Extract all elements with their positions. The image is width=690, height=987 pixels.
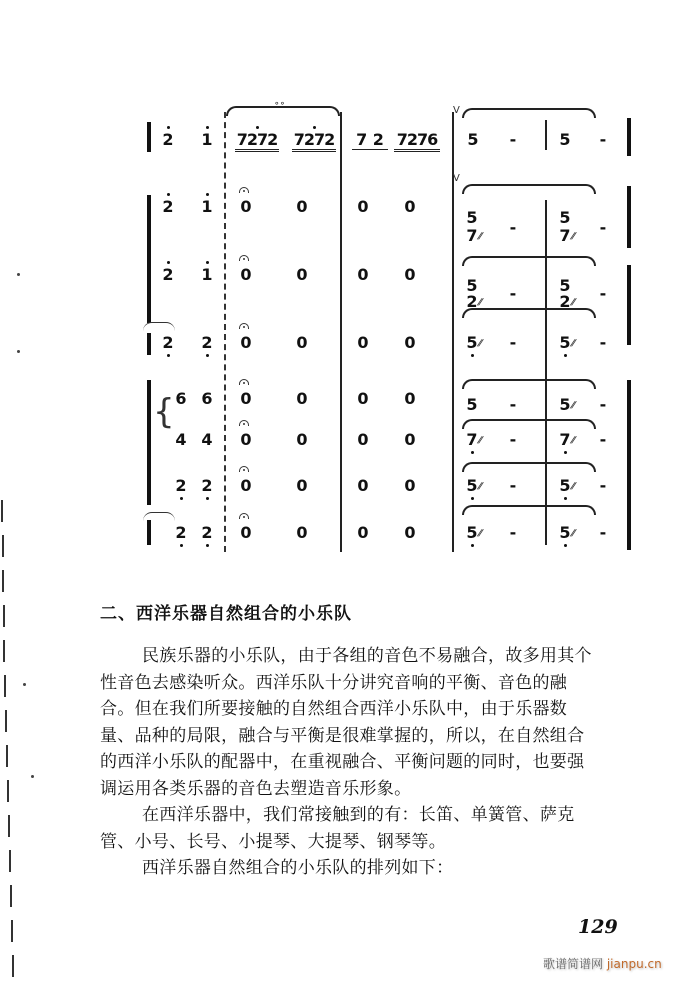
note: 5 bbox=[467, 130, 479, 149]
note: 7 bbox=[559, 226, 571, 245]
hold-dash: - bbox=[509, 523, 517, 542]
barline-2 bbox=[340, 112, 342, 552]
scan-speck bbox=[31, 775, 34, 778]
rest: 0 bbox=[357, 333, 369, 352]
rest: 0 bbox=[240, 523, 252, 542]
slur bbox=[462, 184, 596, 194]
rest: 0 bbox=[357, 523, 369, 542]
tremolo-icon: ⫽ bbox=[476, 482, 484, 492]
note: 5 bbox=[554, 525, 576, 541]
scan-margin-mark bbox=[3, 640, 5, 662]
scan-margin-mark bbox=[2, 535, 4, 557]
system-bracket-bottom bbox=[147, 520, 151, 545]
tremolo-icon: ⫽ bbox=[476, 298, 484, 308]
text-line: 民族乐器的小乐队，由于各组的音色不易融合，故多用其个 bbox=[142, 646, 592, 666]
note: 2 bbox=[559, 292, 571, 311]
tremolo-icon: ⫽ bbox=[476, 232, 484, 242]
note: 5 bbox=[554, 335, 576, 351]
note: 6 bbox=[175, 389, 187, 408]
scan-margin-mark bbox=[8, 815, 10, 837]
final-barline bbox=[627, 380, 631, 550]
tremolo-icon: ⫽ bbox=[569, 482, 577, 492]
rest: 0 bbox=[357, 430, 369, 449]
rest: 0 bbox=[296, 333, 308, 352]
scan-margin-mark bbox=[7, 780, 9, 802]
rest: 0 bbox=[404, 430, 416, 449]
note: 2 bbox=[157, 199, 179, 215]
hold-dash: - bbox=[509, 476, 517, 495]
barline-1 bbox=[224, 112, 226, 552]
hold-dash: - bbox=[599, 130, 607, 149]
rest: 0 bbox=[240, 430, 252, 449]
rest: 0 bbox=[240, 476, 252, 495]
breath-mark-icon: V bbox=[453, 173, 460, 184]
tremolo-icon: ⫽ bbox=[569, 436, 577, 446]
rest: 0 bbox=[357, 265, 369, 284]
hold-dash: - bbox=[509, 333, 517, 352]
fermata-icon bbox=[239, 379, 249, 385]
hold-dash: - bbox=[599, 430, 607, 449]
tremolo-icon: ⫽ bbox=[476, 436, 484, 446]
hold-dash: - bbox=[509, 430, 517, 449]
note-group: 7 2 bbox=[352, 132, 388, 150]
rest: 0 bbox=[240, 197, 252, 216]
paragraph-1 bbox=[100, 643, 640, 802]
scan-margin-mark bbox=[3, 605, 5, 627]
watermark bbox=[543, 955, 662, 972]
note: 5 bbox=[461, 335, 483, 351]
hold-dash: - bbox=[599, 333, 607, 352]
text-line: 西洋乐器自然组合的小乐队的排列如下： bbox=[142, 858, 454, 878]
fermata-icon bbox=[239, 323, 249, 329]
tremolo-icon: ⫽ bbox=[569, 298, 577, 308]
note: 4 bbox=[175, 430, 187, 449]
hold-dash: - bbox=[509, 395, 517, 414]
final-barline bbox=[627, 186, 631, 248]
section-heading: 二、西洋乐器自然组合的小乐队 bbox=[100, 604, 352, 624]
note-group: 7272 bbox=[292, 132, 336, 152]
hold-dash: - bbox=[509, 218, 517, 237]
tremolo-icon: ⫽ bbox=[476, 529, 484, 539]
final-barline bbox=[627, 265, 631, 345]
hold-dash: - bbox=[599, 218, 607, 237]
scan-margin-mark bbox=[6, 745, 8, 767]
text-line: 合。但在我们所要接触的自然组合西洋小乐队中，由于乐器数 bbox=[100, 699, 568, 719]
scan-margin-mark bbox=[9, 850, 11, 872]
fermata-icon bbox=[239, 420, 249, 426]
text-line: 的西洋小乐队的配器中，在重视融合、平衡问题的同时，也要强 bbox=[100, 752, 585, 772]
note: 5 bbox=[466, 276, 478, 295]
note: 5 bbox=[461, 478, 483, 494]
hold-dash: - bbox=[509, 130, 517, 149]
barline-4b bbox=[545, 200, 547, 545]
tremolo-icon: ⫽ bbox=[476, 339, 484, 349]
breath-mark-icon: V bbox=[453, 105, 460, 116]
rest: 0 bbox=[404, 265, 416, 284]
hold-dash: - bbox=[509, 284, 517, 303]
scan-speck bbox=[23, 683, 26, 686]
rest: 0 bbox=[357, 197, 369, 216]
rest: 0 bbox=[357, 476, 369, 495]
tremolo-icon: ⫽ bbox=[569, 529, 577, 539]
text-line: 性音色去感染听众。西洋乐队十分讲究音响的平衡、音色的融 bbox=[100, 672, 568, 693]
slur bbox=[462, 462, 596, 472]
note: 2 bbox=[157, 267, 179, 283]
watermark-text: 歌谱简谱网 bbox=[543, 957, 604, 971]
note: 5 bbox=[461, 525, 483, 541]
note: 2 bbox=[196, 335, 218, 351]
note: 7 bbox=[554, 432, 576, 448]
scan-margin-mark bbox=[4, 675, 6, 697]
slur bbox=[462, 256, 596, 266]
tremolo-icon: ⫽ bbox=[569, 339, 577, 349]
scan-margin-mark bbox=[11, 920, 13, 942]
fermata-icon bbox=[239, 513, 249, 519]
system-bracket-upper bbox=[147, 195, 151, 323]
barline-4 bbox=[545, 120, 547, 150]
note: 5 bbox=[559, 395, 571, 414]
watermark-domain: jianpu.cn bbox=[606, 957, 662, 971]
slur bbox=[462, 505, 596, 515]
slur bbox=[462, 108, 596, 118]
rest: 0 bbox=[240, 389, 252, 408]
hold-dash: - bbox=[599, 284, 607, 303]
double-circle-mark: ∘∘ bbox=[274, 99, 286, 109]
note: 5 bbox=[559, 276, 571, 295]
rest: 0 bbox=[357, 389, 369, 408]
note: 2 bbox=[170, 525, 192, 541]
rest: 0 bbox=[404, 389, 416, 408]
fermata-icon bbox=[239, 466, 249, 472]
note: 2 bbox=[170, 478, 192, 494]
note: 5 bbox=[554, 478, 576, 494]
text-line: 量、品种的局限，融合与平衡是很难掌握的，所以，在自然组合 bbox=[100, 725, 585, 746]
scan-speck bbox=[17, 350, 20, 353]
tremolo-icon: ⫽ bbox=[569, 232, 577, 242]
scan-margin-mark bbox=[5, 710, 7, 732]
system-bracket-row4 bbox=[147, 333, 151, 355]
scan-margin-mark bbox=[10, 885, 12, 907]
rest: 0 bbox=[296, 430, 308, 449]
rest: 0 bbox=[404, 476, 416, 495]
bracket-curve bbox=[143, 512, 175, 521]
hold-dash: - bbox=[599, 395, 607, 414]
slur bbox=[462, 379, 596, 389]
rest: 0 bbox=[296, 265, 308, 284]
text-line: 管、小号、长号、小提琴、大提琴、钢琴等。 bbox=[100, 831, 446, 852]
note: 7 bbox=[466, 226, 478, 245]
scan-margin-mark bbox=[12, 955, 14, 977]
note: 1 bbox=[196, 199, 218, 215]
note: 6 bbox=[201, 389, 213, 408]
note: 2 bbox=[466, 292, 478, 311]
system-bracket-lower bbox=[147, 380, 151, 505]
brace-icon: { bbox=[153, 392, 175, 432]
paragraph-3 bbox=[100, 855, 640, 882]
note: 2 bbox=[196, 478, 218, 494]
note: 5 bbox=[466, 208, 478, 227]
hold-dash: - bbox=[599, 476, 607, 495]
note: 5 bbox=[559, 130, 571, 149]
text-line: 调运用各类乐器的音色去塑造音乐形象。 bbox=[100, 778, 412, 799]
page-number: 129 bbox=[578, 916, 618, 938]
note-group: 7276 bbox=[394, 132, 440, 152]
scan-speck bbox=[17, 273, 20, 276]
bracket-curve bbox=[143, 322, 175, 331]
scan-margin-mark bbox=[1, 500, 3, 522]
rest: 0 bbox=[296, 197, 308, 216]
note: 5 bbox=[466, 395, 478, 414]
rest: 0 bbox=[240, 333, 252, 352]
fermata-icon bbox=[239, 187, 249, 193]
fermata-icon bbox=[239, 255, 249, 261]
note: 1 bbox=[196, 132, 218, 148]
slur bbox=[462, 419, 596, 429]
note-group: 7272 bbox=[235, 132, 279, 152]
rest: 0 bbox=[404, 197, 416, 216]
paragraph-2 bbox=[100, 802, 640, 855]
note: 7 bbox=[461, 432, 483, 448]
scan-margin-mark bbox=[2, 570, 4, 592]
tremolo-icon: ⫽ bbox=[569, 401, 577, 411]
note: 1 bbox=[196, 267, 218, 283]
rest: 0 bbox=[296, 476, 308, 495]
rest: 0 bbox=[240, 265, 252, 284]
rest: 0 bbox=[404, 333, 416, 352]
text-line: 在西洋乐器中，我们常接触到的有：长笛、单簧管、萨克 bbox=[142, 805, 575, 825]
note: 4 bbox=[201, 430, 213, 449]
note: 5 bbox=[559, 208, 571, 227]
rest: 0 bbox=[404, 523, 416, 542]
rest: 0 bbox=[296, 523, 308, 542]
note: 2 bbox=[157, 335, 179, 351]
final-barline bbox=[627, 118, 631, 156]
hold-dash: - bbox=[599, 523, 607, 542]
note: 2 bbox=[196, 525, 218, 541]
note: 2 bbox=[157, 132, 179, 148]
rest: 0 bbox=[296, 389, 308, 408]
system-bracket-top bbox=[147, 122, 151, 152]
